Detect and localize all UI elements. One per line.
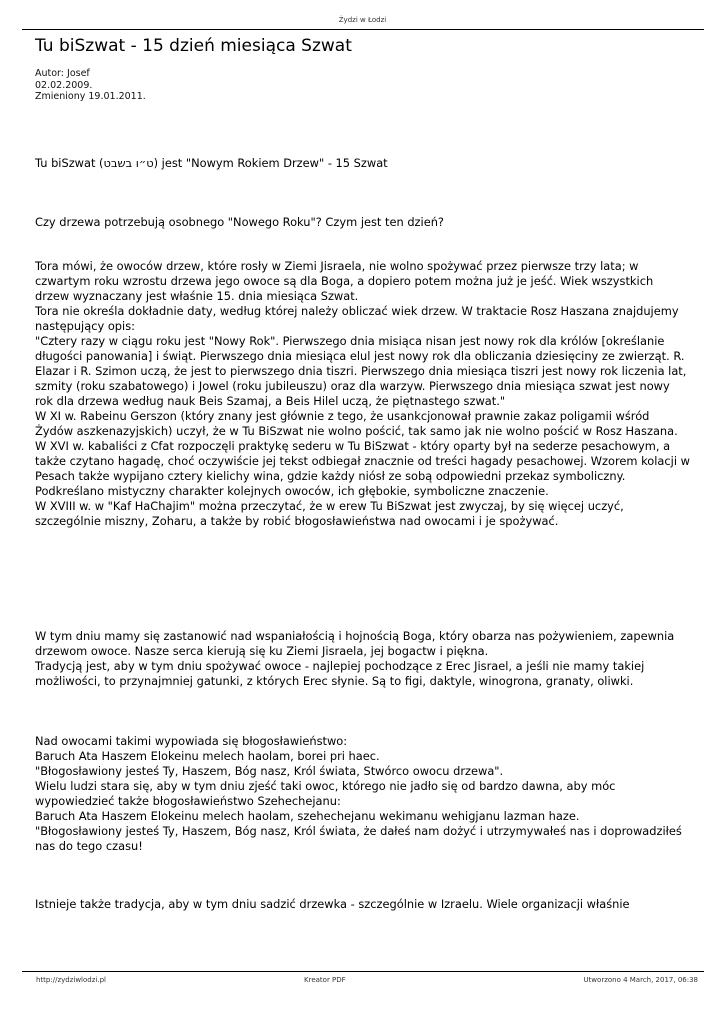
footer-url-link[interactable]: http://zydziwlodzi.pl <box>36 976 106 984</box>
body-paragraph: W tym dniu mamy się zastanowić nad wspaniałością i hojnością Boga, który obarza nas pożywieniem, zapewnia drzewom owoce. Nasze serca kierują się ku Ziemi Jisraela, jej bogactw i piękna. <box>35 629 675 658</box>
blessing-translation: "Błogosławiony jesteś Ty, Haszem, Bóg nasz, Król świata, że dałeś nam dożyć i utrzymywałeś nas i doprowadziłeś nas do tego czasu! <box>35 824 682 853</box>
quote-paragraph: "Cztery razy w ciągu roku jest "Nowy Rok". Pierwszego dnia misiąca nisan jest nowy rok dla królów [określanie długości panowania] i świąt. Pierwszego dnia miesiąca elul jest nowy rok dla obliczania dziesięciny ze zwierząt. R. Elazar i R. Szimon uczą, że jest to pierwszego dnia tiszri. Pierwszego dnia miesiąca tiszri jest nowy rok liczenia lat, szmity (roku szabatowego) i Jowel (roku jubileuszu) oraz dla warzyw. Pierwszego dnia miesiąca szwat jest nowy rok dla drzewa według nauk Beis Szamaj, a Beis Hilel uczą, że piętnastego szwat." <box>35 334 687 408</box>
footer-created-date: Utworzono 4 March, 2017, 06:38 <box>583 976 698 984</box>
article-meta <box>35 68 146 103</box>
body-paragraph: W XI w. Rabeinu Gerszon (który znany jest głównie z tego, że usankcjonował prawnie zakaz poligamii wśród Żydów aszkenazyjskich) uczył, że w Tu BiSzwat nie wolno pościć, tak samo jak nie wolno pościć w Rosz Haszana. <box>35 409 678 438</box>
article-body <box>35 156 690 912</box>
header-divider <box>22 29 704 30</box>
author-line: Autor: Josef <box>35 68 90 79</box>
body-paragraph: Istnieje także tradycja, aby w tym dniu sadzić drzewka - szczególnie w Izraelu. Wiele organizacji właśnie <box>35 897 630 911</box>
running-header: Żydzi w Łodzi <box>338 16 387 24</box>
body-paragraph: Tora nie określa dokładnie daty, według której należy obliczać wiek drzew. W traktacie Rosz Haszana znajdujemy następujący opis: <box>35 304 679 333</box>
body-paragraph: Tora mówi, że owoców drzew, które rosły w Ziemi Jisraela, nie wolno spożywać przez pierwsze trzy lata; w czwartym roku wzrostu drzewa jego owoce są dla Boga, a dopiero potem można już je jeść. Wiek wszystkich drzew wyznaczany jest właśnie 15. dnia miesiąca Szwat. <box>35 259 654 303</box>
body-paragraph: Nad owocami takimi wypowiada się błogosławieństwo: <box>35 734 348 748</box>
intro-paragraph: Tu biSzwat (ט״ו בשבט) jest "Nowym Rokiem Drzew" - 15 Szwat <box>35 156 388 170</box>
modified-date: Zmieniony 19.01.2011. <box>35 91 146 102</box>
footer-divider <box>22 971 704 972</box>
footer-generator: Kreator PDF <box>304 976 346 984</box>
body-paragraph: W XVI w. kabaliści z Cfat rozpoczęli praktykę sederu w Tu BiSzwat - który oparty był na sederze pesachowym, a także czytano hagadę, choć oczywiście jej tekst odbiegał znacznie od treści hagady pesachowej. Wzorem kolacji w Pesach także wypijano cztery kielichy wina, gdzie każdy niósł ze sobą odpowiedni przekaz symboliczny. Podkreślano mistyczny charakter kolejnych owoców, ich głębokie, symboliczne znaczenie. <box>35 439 690 498</box>
blessing-line: Baruch Ata Haszem Elokeinu melech haolam, szehechejanu wekimanu wehigjanu lazman haze. <box>35 809 580 823</box>
blessing-translation: "Błogosławiony jesteś Ty, Haszem, Bóg nasz, Król świata, Stwórco owocu drzewa". <box>35 764 504 778</box>
blessing-line: Baruch Ata Haszem Elokeinu melech haolam, borei pri haec. <box>35 749 380 763</box>
body-paragraph: W XVIII w. w "Kaf HaChajim" można przeczytać, że w erew Tu BiSzwat jest zwyczaj, by się więcej uczyć, szczególnie miszny, Zoharu, a także by robić błogosławieństwa nad owocami i je spożywać. <box>35 499 624 528</box>
article-title: Tu biSzwat - 15 dzień miesiąca Szwat <box>35 36 352 56</box>
question-paragraph: Czy drzewa potrzebują osobnego "Nowego Roku"? Czym jest ten dzień? <box>35 215 444 229</box>
publish-date: 02.02.2009. <box>35 79 93 91</box>
body-paragraph: Tradycją jest, aby w tym dniu spożywać owoce - najlepiej pochodzące z Erec Jisrael, a jeśli nie mamy takiej możliwości, to przynajmniej gatunki, z których Erec słynie. Są to figi, daktyle, winogrona, granaty, oliwki. <box>35 659 645 688</box>
body-paragraph: Wielu ludzi stara się, aby w tym dniu zjeść taki owoc, którego nie jadło się od bardzo dawna, aby móc wypowiedzieć także błogosławieństwo Szehechejanu: <box>35 779 616 808</box>
